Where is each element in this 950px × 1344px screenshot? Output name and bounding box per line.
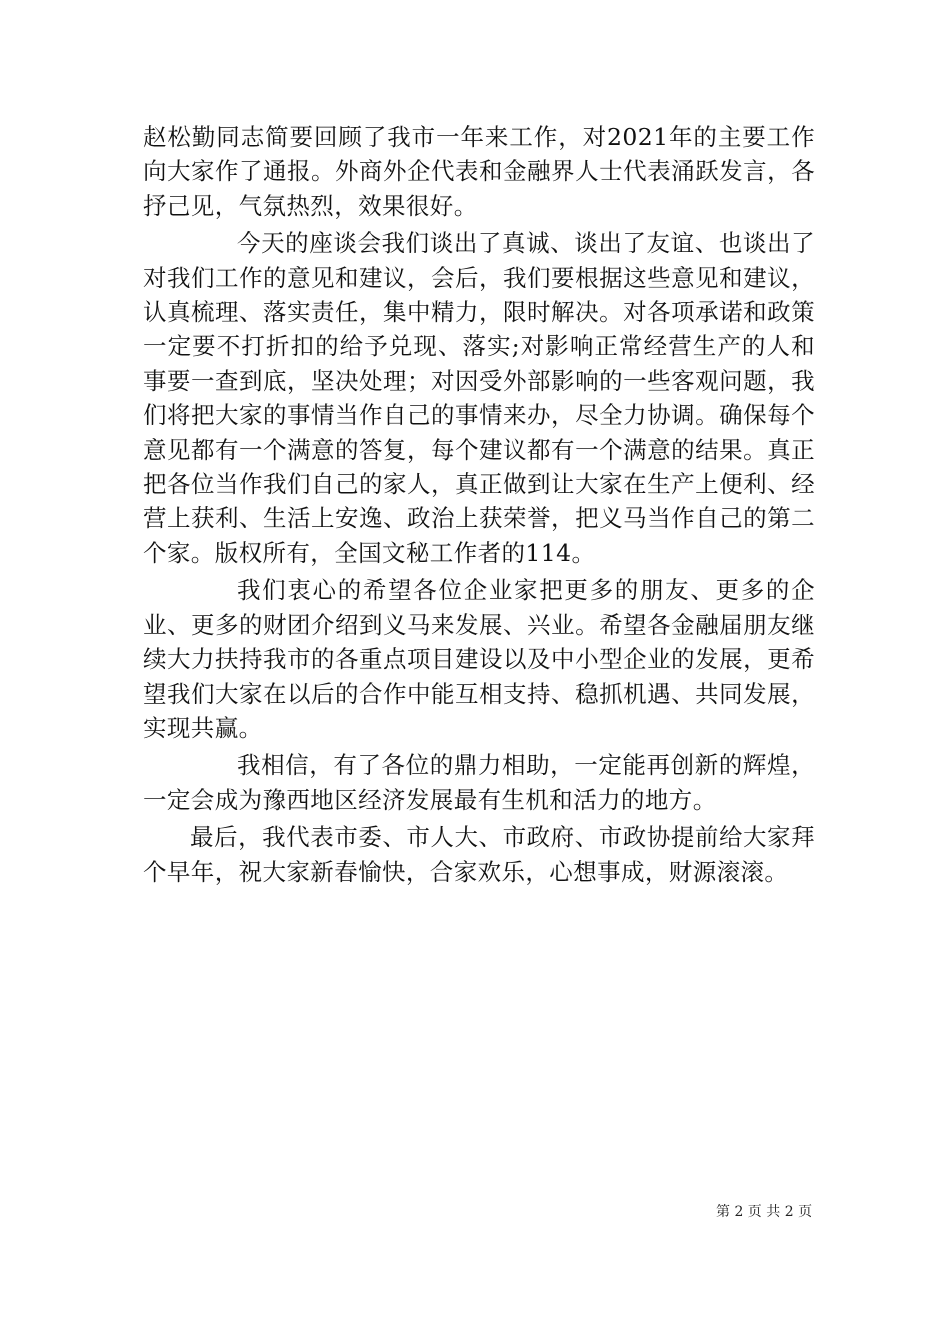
paragraph-4: 我相信，有了各位的鼎力相助，一定能再创新的辉煌，一定会成为豫西地区经济发展最有生机和活力的地方。 — [143, 751, 815, 814]
paragraph-1: 赵松勤同志简要回顾了我市一年来工作，对2021年的主要工作向大家作了通报。外商外企代表和金融界人士代表涌跃发言，各抒己见，气氛热烈，效果很好。 — [143, 123, 815, 220]
page-number-footer: 第 2 页 共 2 页 — [716, 1204, 813, 1220]
paragraph-5: 最后，我代表市委、市人大、市政府、市政协提前给大家拜个早年，祝大家新春愉快，合家欢乐，心想事成，财源滚滚。 — [143, 823, 815, 886]
paragraph-3: 我们衷心的希望各位企业家把更多的朋友、更多的企业、更多的财团介绍到义马来发展、兴业。希望各金融届朋友继续大力扶持我市的各重点项目建设以及中小型企业的发展，更希望我们大家在以后的合作中能互相支持、稳抓机遇、共同发展，实现共赢。 — [143, 576, 815, 742]
document-body — [143, 120, 815, 889]
paragraph-2: 今天的座谈会我们谈出了真诚、谈出了友谊、也谈出了对我们工作的意见和建议，会后，我们要根据这些意见和建议，认真梳理、落实责任，集中精力，限时解决。对各项承诺和政策一定要不打折扣的给予兑现、落实;对影响正常经营生产的人和事要一查到底，坚决处理；对因受外部影响的一些客观问题，我们将把大家的事情当作自己的事情来办，尽全力协调。确保每个意见都有一个满意的答复，每个建议都有一个满意的结果。真正把各位当作我们自己的家人，真正做到让大家在生产上便利、经营上获利、生活上安逸、政治上获荣誉，把义马当作自己的第二个家。版权所有，全国文秘工作者的114。 — [143, 229, 815, 567]
